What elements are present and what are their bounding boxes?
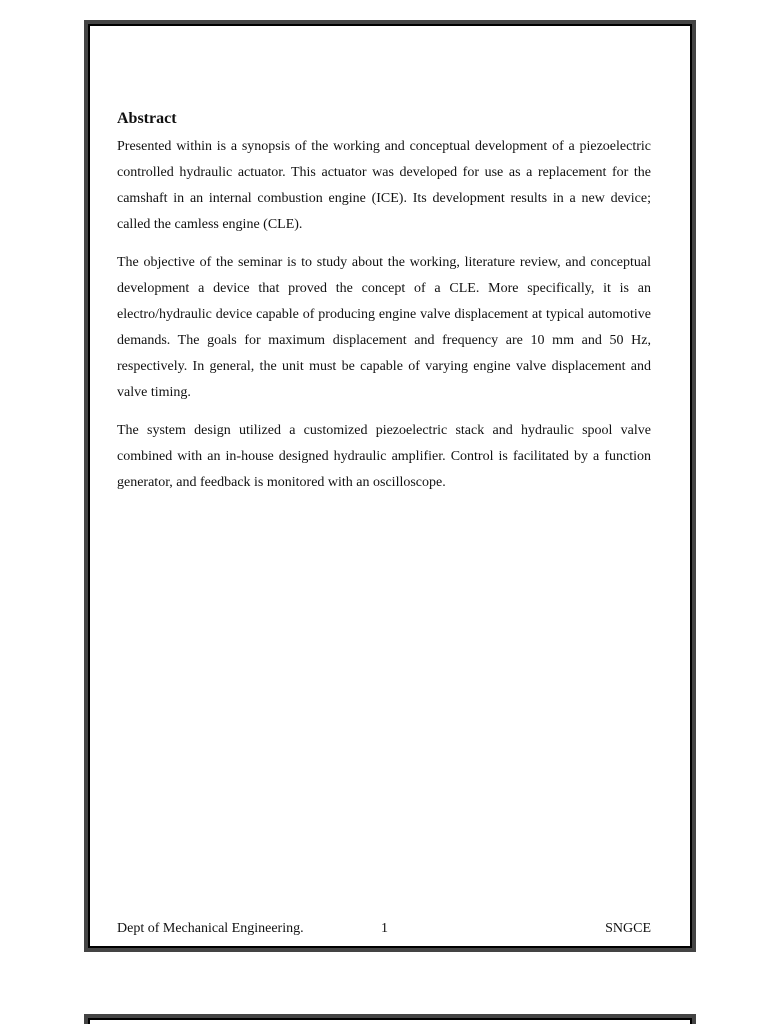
abstract-paragraph-2: The objective of the seminar is to study about the working, literature review, and conceptual development a device that proved the concept of a CLE. More specifically, it is an electro/hydraulic device capable of producing engine valve displacement at typical automotive demands. The goals for maximum displacement and frequency are 10 mm and 50 Hz, respectively. In general, the unit must be capable of varying engine valve displacement and valve timing. (117, 255, 651, 400)
page-content (117, 108, 651, 508)
abstract-paragraph-1: Presented within is a synopsis of the working and conceptual development of a piezoelectric controlled hydraulic actuator. This actuator was developed for use as a replacement for the camshaft in an internal combustion engine (ICE). Its development results in a new device; called the camless engine (CLE). (117, 139, 651, 232)
footer-department: Dept of Mechanical Engineering. (117, 921, 304, 936)
abstract-paragraph-3: The system design utilized a customized piezoelectric stack and hydraulic spool valve combined with an in-house designed hydraulic amplifier. Control is facilitated by a function generator, and feedback is monitored with an oscilloscope. (117, 423, 651, 490)
next-page-edge (84, 1014, 696, 1024)
document-page (84, 20, 696, 952)
footer-page-number: 1 (381, 921, 388, 936)
next-page-border (88, 1018, 692, 1024)
footer-institution: SNGCE (605, 921, 651, 936)
abstract-heading: Abstract (117, 110, 177, 127)
page-border (88, 24, 692, 948)
